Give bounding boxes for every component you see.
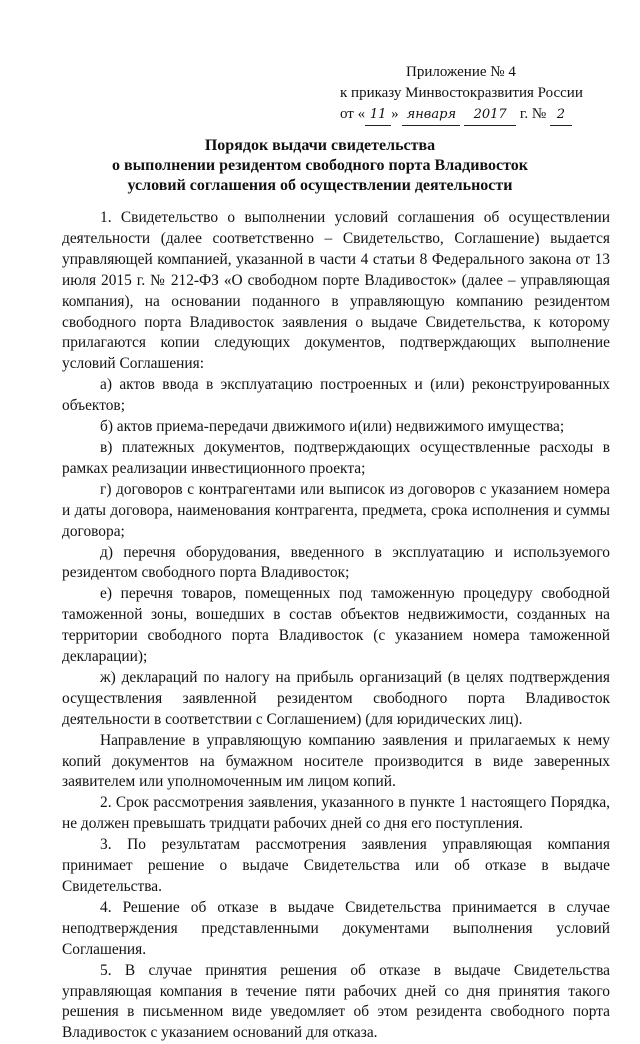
title-line: о выполнении резидентом свободного порта Владивосток (112, 157, 528, 174)
item-e: е) перечня товаров, помещенных под таможенную процедуру свободной таможенной зоны, вошедших в состав объектов недвижимости, созданных на территории свободного порта Владивосток (с указанием номера таможенной декларации); (62, 585, 610, 666)
paragraph-4: 4. Решение об отказе в выдаче Свидетельства принимается в случае неподтверждения представленными документами выполнения условий Соглашения. (62, 898, 610, 958)
paragraph-1: 1. Свидетельство о выполнении условий соглашения об осуществлении деятельности (далее соответственно – Свидетельство, Соглашение) выдается управляющей компанией, указанной в части 4 статьи 8 Федерального закона от 13 июля 2015 г. № 212-ФЗ «О свободном порте Владивосток» (далее – управляющая компания), на основании поданного в управляющую компанию резидентом свободного порта Владивосток заявления о выдаче Свидетельства, к которому прилагаются копии следующих документов, подтверждающих выполнение условий Соглашения: (62, 209, 610, 373)
date-sep: » (391, 106, 399, 122)
appendix-header (340, 62, 610, 126)
title-line: Порядок выдачи свидетельства (204, 137, 436, 154)
item-v: в) платежных документов, подтверждающих осуществленные расходы в рамках реализации инвестиционного проекта; (62, 438, 610, 477)
appendix-order: к приказу Минвостокразвития России (340, 85, 583, 101)
order-number-handwritten: 2 (550, 104, 572, 126)
date-month-handwritten: января (402, 104, 460, 126)
title-line: условий соглашения об осуществлении деятельности (127, 177, 513, 194)
item-d: д) перечня оборудования, введенного в эксплуатацию и используемого резидентом свободного порта Владивосток; (62, 543, 610, 582)
submission-paragraph: Направление в управляющую компанию заявления и прилагаемых к нему копий документов на бумажном носителе производится в виде заверенных заявителем или уполномоченным им лицом копий. (62, 731, 610, 791)
appendix-title: Приложение № 4 (406, 64, 516, 80)
appendix-date (340, 104, 610, 126)
date-suffix: г. № (519, 106, 547, 122)
paragraph-2: 2. Срок рассмотрения заявления, указанного в пункте 1 настоящего Порядка, не должен превышать тридцати рабочих дней со дня его поступления. (62, 794, 610, 833)
document-body (62, 208, 610, 1044)
item-b: б) актов приема-передачи движимого и(или) недвижимого имущества; (100, 418, 565, 436)
document-title (0, 136, 640, 196)
date-prefix: от « (340, 106, 366, 122)
date-day-handwritten: 11 (365, 104, 391, 126)
date-year-handwritten: 2017 (464, 104, 516, 126)
paragraph-3: 3. По результатам рассмотрения заявления управляющая компания принимает решение о выдаче Свидетельства или об отказе в выдаче Свидетельства. (62, 836, 610, 895)
item-a: а) актов ввода в эксплуатацию построенных и (или) реконструированных объектов; (62, 376, 610, 415)
item-zh: ж) деклараций по налогу на прибыль организаций (в целях подтверждения осуществления заявленной резидентом свободного порта Владивосток деятельности в соответствии с Соглашением) (для юридических лиц). (62, 668, 610, 728)
paragraph-5: 5. В случае принятия решения об отказе в выдаче Свидетельства управляющая компания в течение пяти рабочих дней со дня принятия такого решения в письменном виде уведомляет об этом резидента свободного порта Владивосток с указанием оснований для отказа. (62, 961, 610, 1042)
item-g: г) договоров с контрагентами или выписок из договоров с указанием номера и даты договора, наименования контрагента, предмета, срока исполнения и суммы договора; (62, 480, 610, 540)
